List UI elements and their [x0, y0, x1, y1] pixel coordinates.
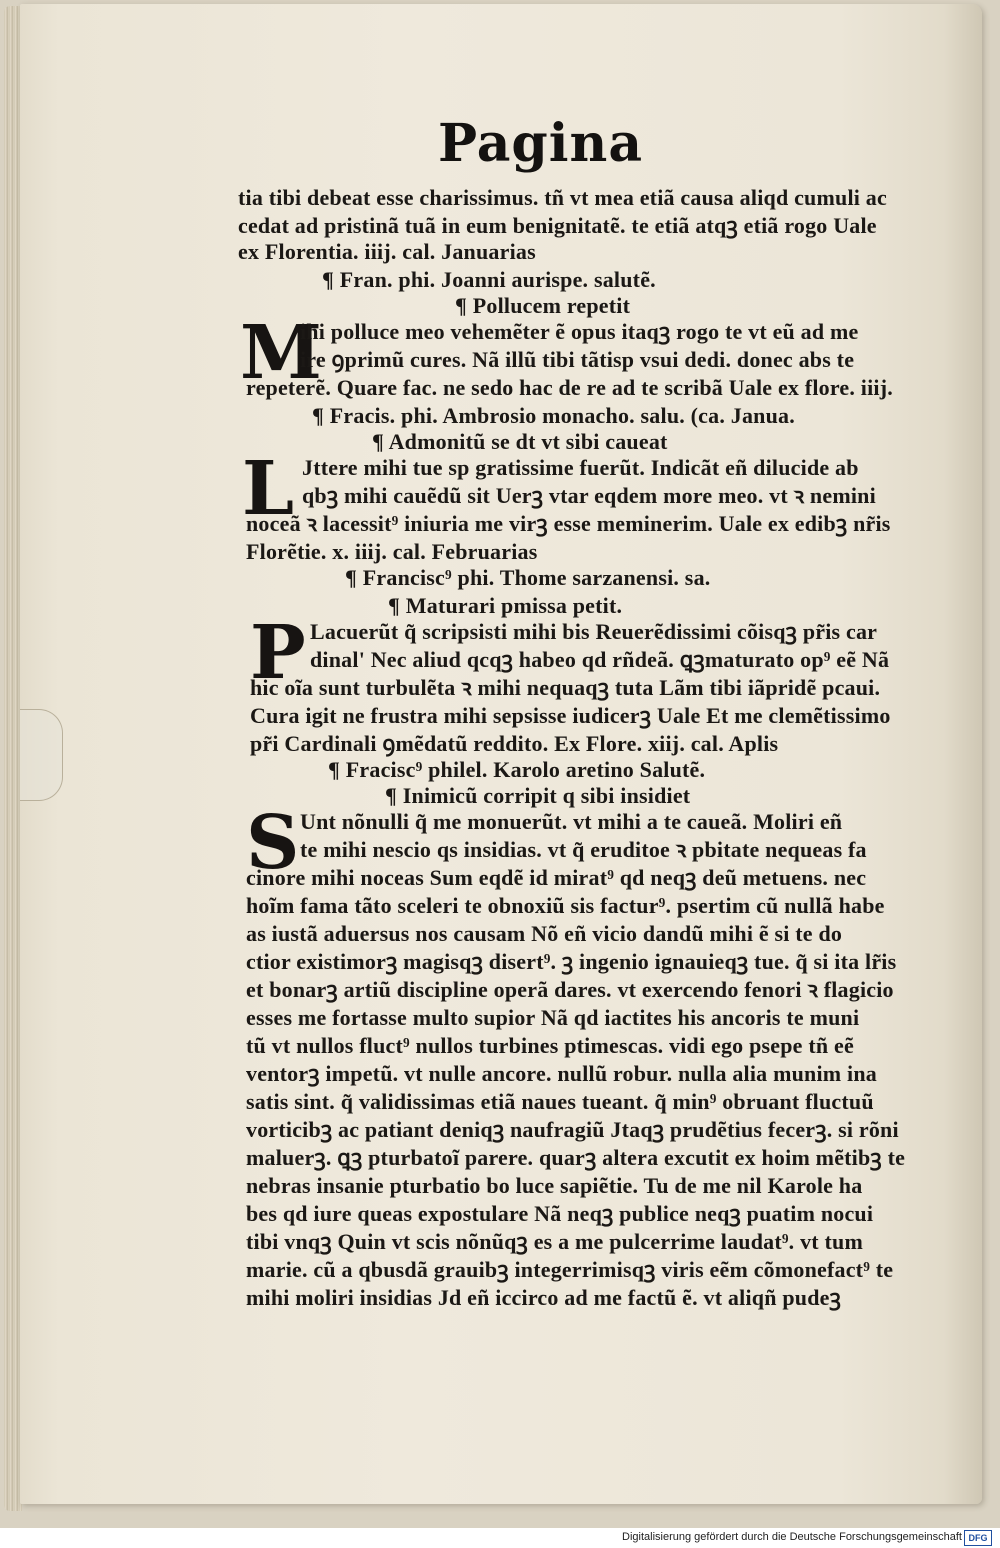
page-heading: Pagina [438, 113, 644, 174]
letter-heading: ¶ Fracis. phi. Ambrosio monacho. salu. (ca. Janua. [312, 403, 795, 428]
text-line: tibi vnqꝫ Quin vt scis nõnũqꝫ es a me pulcerrime laudat⁹. vt tum [246, 1229, 863, 1254]
text-line: maluerꝫ. ꝗꝫ pturbatoĩ parere. quarꝫ altera excutit ex hoim mẽtibꝫ te [246, 1145, 906, 1170]
text-line: Unt nõnulli q̃ me monuerũt. vt mihi a te caueã. Moliri eñ [300, 809, 843, 834]
dfg-logo: DFG [964, 1530, 992, 1546]
text-line: as iustã aduersus nos causam Nõ eñ vicio dandũ mihi ẽ si te do [246, 921, 843, 946]
text-line: bes qd iure queas expostulare Nã neqꝫ publice neqꝫ puatim nocui [246, 1201, 874, 1226]
text-line: hic oĩa sunt turbulẽta ꝛ mihi nequaqꝫ tuta Lãm tibi iãpridẽ pcaui. [250, 675, 881, 700]
text-line: pr̃i Cardinali ꝯmẽdatũ reddito. Ex Flore. xiij. cal. Aplis [250, 731, 779, 756]
letter-heading: ¶ Fracisc⁹ philel. Karolo aretino Salutẽ. [328, 757, 706, 782]
text-line: cinore mihi noceas Sum eqdẽ id mirat⁹ qd neqꝫ deũ metuens. nec [246, 865, 867, 890]
decorated-initial: S [246, 800, 300, 886]
letter-summary: ¶ Maturari pmissa petit. [388, 593, 623, 618]
text-line: vorticibꝫ ac patiant deniqꝫ naufragiũ Jtaqꝫ prudẽtius fecerꝫ. si rõni [246, 1117, 899, 1142]
digitization-credit: Digitalisierung gefördert durch die Deutsche Forschungsgemeinschaft [622, 1531, 962, 1543]
letter-heading: ¶ Francisc⁹ phi. Thome sarzanensi. sa. [345, 565, 711, 590]
text-line: repeterẽ. Quare fac. ne sedo hac de re ad te scribã Uale ex flore. iiij. [246, 375, 893, 400]
text-line: tũ vt nullos fluct⁹ nullos turbines ptimescas. vidi ego psepe tñ eẽ [246, 1033, 854, 1058]
text-line: tia tibi debeat esse charissimus. tñ vt mea etiã causa aliqd cumuli ac [238, 185, 887, 210]
letter-heading: ¶ Fran. phi. Joanni aurispe. salutẽ. [322, 267, 656, 292]
text-line: ventorꝫ impetũ. vt nulle ancore. nullũ robur. nulla alia munim ina [246, 1061, 877, 1086]
decorated-initial: M [240, 310, 322, 396]
text-line: esses me fortasse multo supior Nã qd iactites his ancoris te muni [246, 1005, 860, 1030]
text-line: noceã ꝛ lacessit⁹ iniuria me virꝫ esse meminerim. Uale ex edibꝫ nr̃is [246, 511, 891, 536]
text-line: Cura igit ne frustra mihi sepsisse iudicerꝫ Uale Et me clemẽtissimo [250, 703, 891, 728]
text-line: marie. cũ a qbusdã grauibꝫ integerrimisqꝫ viris eẽm cõmonefact⁹ te [246, 1257, 894, 1282]
text-line: ihi polluce meo vehemẽter ẽ opus itaqꝫ rogo te vt eũ ad me [300, 319, 859, 344]
text-line: dinal' Nec aliud qcqꝫ habeo qd rñdeã. ꝗꝫmaturato op⁹ eẽ Nã [310, 647, 890, 672]
text-line: te mihi nescio qs insidias. vt q̃ eruditoe ꝛ pbitate nequeas fa [300, 837, 867, 862]
letter-summary: ¶ Inimicũ corripit q sibi insidiet [385, 783, 691, 808]
page-clip [20, 709, 63, 801]
text-line: ire ꝯprimũ cures. Nã illũ tibi tãtisp vsui dedi. donec abs te [300, 347, 855, 372]
text-line: Florẽtie. x. iiij. cal. Februarias [246, 539, 538, 564]
decorated-initial: P [250, 610, 306, 696]
text-line: Jttere mihi tue sp gratissime fuerũt. Indicãt eñ dilucide ab [302, 455, 859, 480]
text-line: Lacuerũt q̃ scripsisti mihi bis Reuerẽdissimi cõisqꝫ pr̃is car [310, 619, 878, 644]
text-line: ctior existimorꝫ magisqꝫ disert⁹. ꝫ ingenio ignauieqꝫ tue. q̃ si ita lr̃is [246, 949, 897, 974]
letter-summary: ¶ Admonitũ se dt vt sibi caueat [372, 429, 668, 454]
letter-summary: ¶ Pollucem repetit [455, 293, 631, 318]
decorated-initial: L [242, 446, 295, 532]
text-line: et bonarꝫ artiũ discipline operã dares. vt exercendo fenori ꝛ flagicio [246, 977, 894, 1002]
text-line: cedat ad pristinã tuã in eum benignitatẽ. te etiã atqꝫ etiã rogo Uale [238, 213, 877, 238]
text-line: hoĩm fama tãto sceleri te obnoxiũ sis factur⁹. psertim cũ nullã habe [246, 893, 885, 918]
text-line: qbꝫ mihi cauẽdũ sit Uerꝫ vtar eqdem more meo. vt ꝛ nemini [302, 483, 876, 508]
text-line: nebras insanie pturbatio bo luce sapiẽtie. Tu de me nil Karole ha [246, 1173, 863, 1198]
text-line: mihi moliri insidias Jd eñ iccirco ad me factũ ẽ. vt aliqñ pudeꝫ [246, 1285, 842, 1310]
text-line: ex Florentia. iiij. cal. Januarias [238, 239, 536, 264]
text-line: satis sint. q̃ validissimas etiã naues tueant. q̃ min⁹ obruant fluctuũ [246, 1089, 874, 1114]
